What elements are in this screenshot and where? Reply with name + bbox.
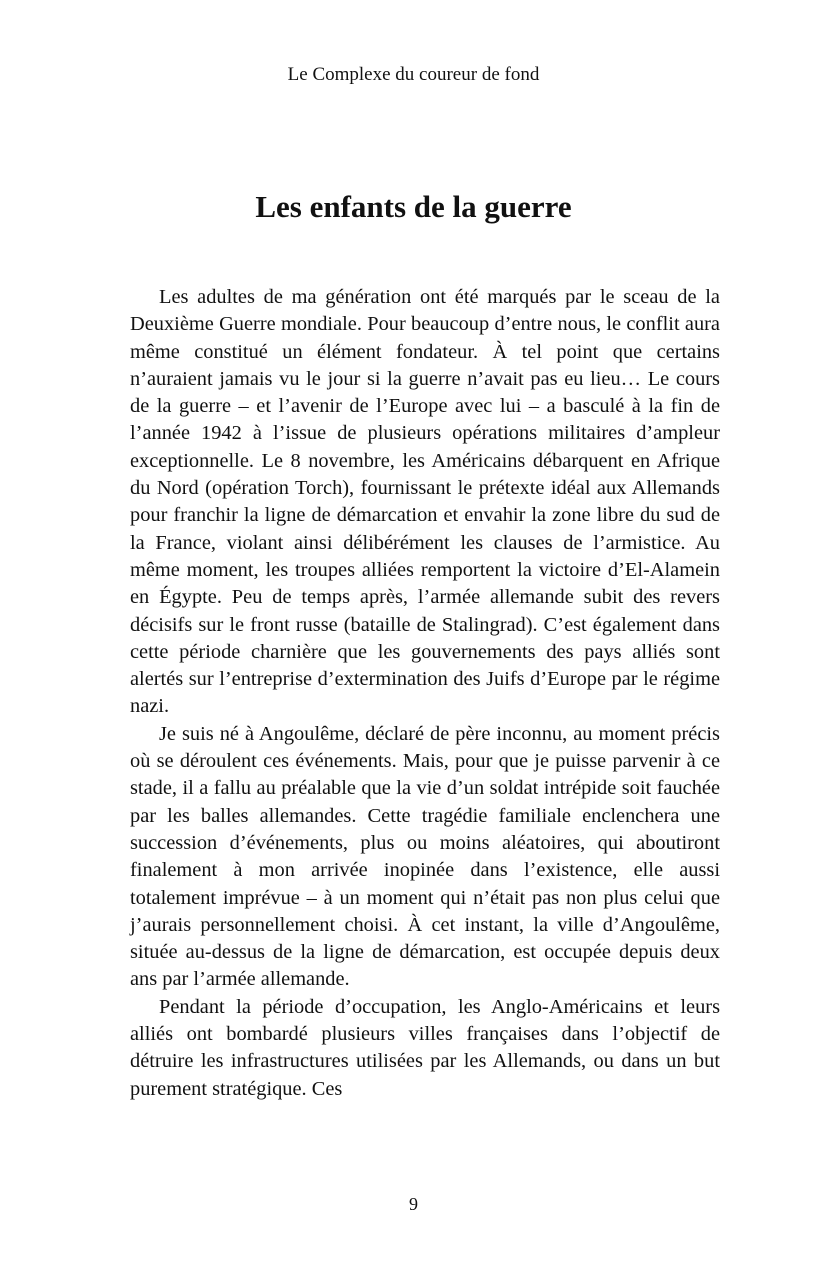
paragraph-2: Je suis né à Angoulême, déclaré de père inconnu, au moment précis où se déroulent ces événements. Mais, pour que je puisse parvenir à ce stade, il a fallu au préalable que la vie d’un soldat intrépide soit fauchée par les balles allemandes. Cette tragédie familiale enclenchera une succession d’événements, plus ou moins aléatoires, qui aboutiront finalement à mon arrivée inopinée dans l’existence, elle aussi totalement imprévue – à un moment qui n’était pas non plus celui que j’aurais personnellement choisi. À cet instant, la ville d’Angoulême, située au-dessus de la ligne de démarcation, est occupée depuis deux ans par l’armée allemande. <box>130 722 720 991</box>
body-text <box>130 284 720 1103</box>
paragraph-3: Pendant la période d’occupation, les Anglo-Américains et leurs alliés ont bombardé plusieurs villes françaises dans l’objectif de détruire les infrastructures utilisées par les Allemands, ou dans un but purement stratégique. Ces <box>130 995 720 1100</box>
paragraph-1: Les adultes de ma génération ont été marqués par le sceau de la Deuxième Guerre mondiale. Pour beaucoup d’entre nous, le conflit aura même constitué un élément fondateur. À tel point que certains n’auraient jamais vu le jour si la guerre n’avait pas eu lieu… Le cours de la guerre – et l’avenir de l’Europe avec lui – a basculé à la fin de l’année 1942 à l’issue de plusieurs opérations militaires d’ampleur exceptionnelle. Le 8 novembre, les Américains débarquent en Afrique du Nord (opération Torch), fournissant le prétexte idéal aux Allemands pour franchir la ligne de démarcation et envahir la zone libre du sud de la France, violant ainsi délibérément les clauses de l’armistice. Au même moment, les troupes alliées remportent la victoire d’El-Alamein en Égypte. Peu de temps après, l’armée allemande subit des revers décisifs sur le front russe (bataille de Stalingrad). C’est également dans cette période charnière que les gouvernements des pays alliés sont alertés sur l’entreprise d’extermination des Juifs d’Europe par le régime nazi. <box>130 286 720 718</box>
page-number: 9 <box>409 1194 418 1214</box>
chapter-title: Les enfants de la guerre <box>255 189 572 224</box>
running-header: Le Complexe du coureur de fond <box>287 64 540 85</box>
